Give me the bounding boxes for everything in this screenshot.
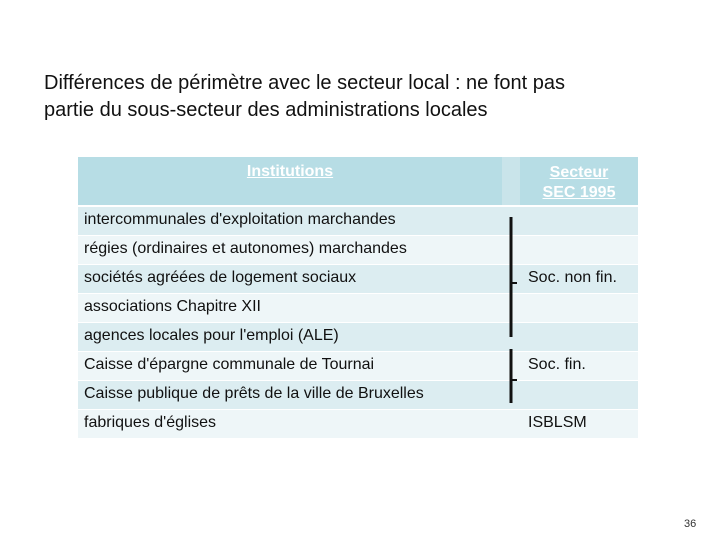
secteur-cell: ISBLSM: [520, 410, 638, 438]
header-secteur: [520, 157, 638, 205]
institution-cell: Caisse publique de prêts de la ville de Bruxelles: [78, 381, 502, 409]
secteur-cell: Soc. non fin.: [520, 265, 638, 293]
secteur-cell: [520, 323, 638, 351]
institution-cell: régies (ordinaires et autonomes) marchandes: [78, 236, 502, 264]
header-secteur-line-2: SEC 1995: [542, 184, 616, 201]
table-row: [78, 294, 638, 323]
header-institutions: Institutions: [78, 157, 502, 205]
slide-title: [44, 70, 684, 124]
secteur-cell: Soc. fin.: [520, 352, 638, 380]
grouping-bracket: [506, 215, 518, 405]
secteur-cell: [520, 381, 638, 409]
institution-cell: fabriques d'églises: [78, 410, 502, 438]
table-row: [78, 410, 638, 439]
gap-cell: [502, 410, 520, 438]
institution-cell: sociétés agréées de logement sociaux: [78, 265, 502, 293]
slide-title-line-1: Différences de périmètre avec le secteur local : ne font pas: [44, 72, 566, 94]
secteur-cell: [520, 207, 638, 235]
institution-cell: associations Chapitre XII: [78, 294, 502, 322]
header-secteur-line-1: Secteur: [549, 164, 609, 181]
institution-cell: agences locales pour l'emploi (ALE): [78, 323, 502, 351]
table-row: [78, 236, 638, 265]
table-row: [78, 265, 638, 294]
table-row: [78, 323, 638, 352]
institution-cell: intercommunales d'exploitation marchandes: [78, 207, 502, 235]
slide-title-line-2: partie du sous-secteur des administrations locales: [44, 99, 488, 121]
header-gap: [502, 157, 520, 205]
table-row: [78, 381, 638, 410]
table-row: [78, 207, 638, 236]
secteur-cell: [520, 294, 638, 322]
page-number: 36: [684, 518, 697, 530]
table-row: [78, 352, 638, 381]
institution-cell: Caisse d'épargne communale de Tournai: [78, 352, 502, 380]
secteur-cell: [520, 236, 638, 264]
